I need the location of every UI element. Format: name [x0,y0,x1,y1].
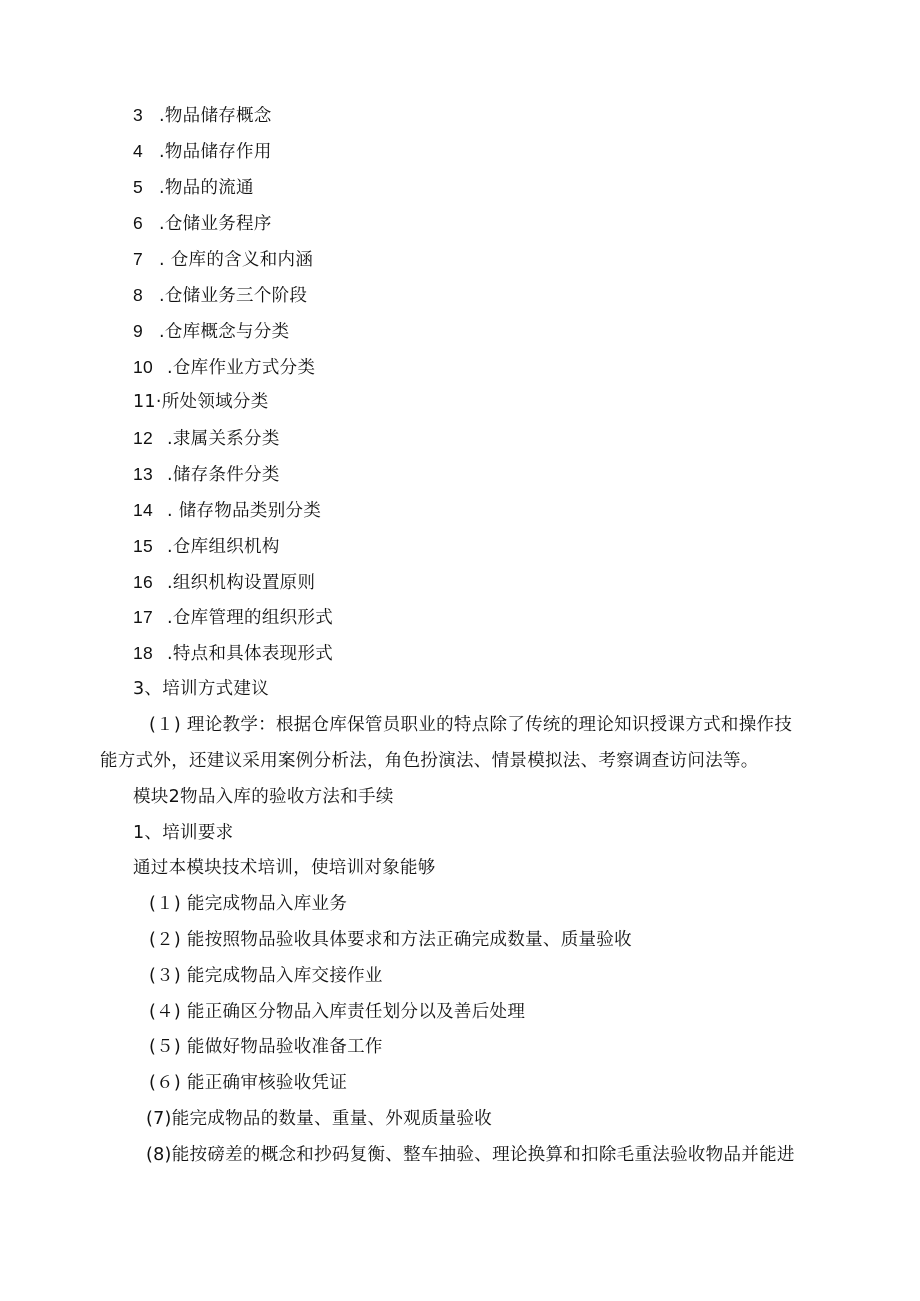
list-item: 17 .仓库管理的组织形式 [133,607,334,628]
requirement-item: (６) 能正确审核验收凭证 [149,1073,348,1093]
requirement-item: (３) 能完成物品入库交接作业 [149,966,383,986]
list-item: 4 .物品储存作用 [133,141,272,162]
list-item: 9 .仓库概念与分类 [133,321,290,342]
requirement-item: (５) 能做好物品验收准备工作 [149,1037,383,1057]
list-item: 15 .仓库组织机构 [133,536,280,557]
list-item: 11·所处领域分类 [133,392,269,412]
requirement-item: (8)能按磅差的概念和抄码复衡、整车抽验、理论换算和扣除毛重法验收物品并能进 [146,1145,795,1165]
list-item: 6 .仓储业务程序 [133,213,272,234]
list-item: 8 .仓储业务三个阶段 [133,285,308,306]
list-item: 7 . 仓库的含义和内涵 [133,249,314,270]
requirement-item: (7)能完成物品的数量、重量、外观质量验收 [146,1109,493,1129]
requirement-item: (２) 能按照物品验收具体要求和方法正确完成数量、质量验收 [149,930,632,950]
requirement-item: (１) 能完成物品入库业务 [149,894,348,914]
list-item: 14 . 储存物品类别分类 [133,500,322,521]
list-item: 16 .组织机构设置原则 [133,572,316,593]
section-heading-requirements: 1、培训要求 [133,823,234,843]
section-heading-training-method: 3、培训方式建议 [133,679,270,699]
list-item: 13 .储存条件分类 [133,464,280,485]
intro-text: 通过本模块技术培训，使培训对象能够 [133,858,436,878]
paragraph-theory-teaching-line-1: (１) 理论教学：根据仓库保管员职业的特点除了传统的理论知识授课方式和操作技 [149,715,793,735]
list-item: 3 .物品储存概念 [133,105,272,126]
list-item: 12 .隶属关系分类 [133,428,280,449]
requirement-item: (４) 能正确区分物品入库责任划分以及善后处理 [149,1002,526,1022]
paragraph-theory-teaching-line-2: 能方式外，还建议采用案例分析法，角色扮演法、情景模拟法、考察调查访问法等。 [100,751,759,771]
list-item: 18 .特点和具体表现形式 [133,643,334,664]
list-item: 10 .仓库作业方式分类 [133,357,316,378]
list-item: 5 .物品的流通 [133,177,254,198]
module-title: 模块2物品入库的验收方法和手续 [133,787,394,807]
